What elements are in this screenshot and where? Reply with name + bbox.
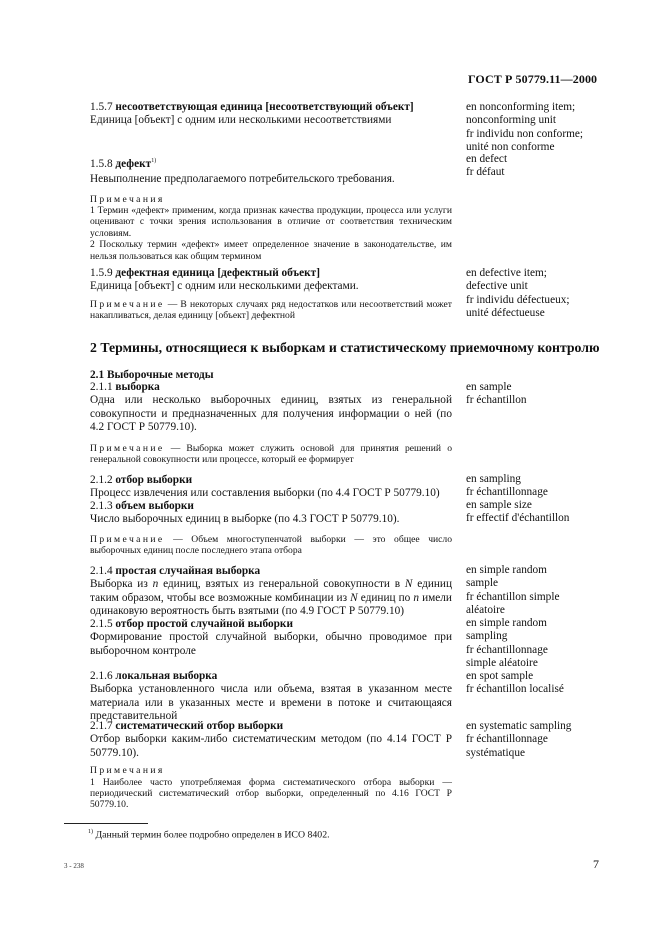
equivalent-term: en simple random (466, 564, 547, 576)
equivalent-term: systématique (466, 746, 525, 759)
entry-number: 2.1.4 (90, 565, 113, 577)
equivalent-term: fr échantillonnage (466, 733, 548, 746)
entry-1-5-9 (90, 267, 452, 322)
entry-term: отбор простой случайной выборки (115, 618, 293, 630)
entry-number: 2.1.2 (90, 474, 113, 486)
entry-term: дефект (115, 157, 152, 170)
equivalent-term: en sampling (466, 473, 521, 485)
note-heading: Примечания (90, 193, 165, 205)
equivalent-term: nonconforming unit (466, 114, 557, 127)
entry-number: 2.1.3 (90, 500, 113, 512)
equivalents-1-5-7 (466, 101, 583, 154)
entry-2-1-4 (90, 565, 452, 619)
document-header: ГОСТ Р 50779.11—2000 (468, 72, 598, 86)
equivalent-term: sampling (466, 630, 508, 643)
entry-number: 1.5.8 (90, 157, 113, 170)
subsection-heading: 2.1 Выборочные методы (90, 369, 214, 381)
note-label: Примечание (90, 533, 165, 545)
note-text: — В некоторых случаях ряд недостатков или несоответствий может накапливаться, делая единицу [объект] дефектной (90, 298, 452, 322)
entry-1-5-8 (90, 155, 452, 262)
entry-definition: Единица [объект] с одним или несколькими дефектами. (90, 280, 359, 293)
entry-definition: Единица [объект] с одним или несколькими несоответствиями (90, 114, 392, 127)
entry-number: 2.1.7 (90, 720, 113, 732)
equivalents-1-5-9 (466, 267, 570, 320)
equivalent-term: fr échantillonnage (466, 486, 548, 499)
entry-definition: Процесс извлечения или составления выборки (по 4.4 ГОСТ Р 50779.10) (90, 487, 440, 500)
footnote-text: Данный термин более подробно определен в ИСО 8402. (95, 829, 330, 841)
entry-definition: Формирование простой случайной выборки, обычно проводимое при выборочном контроле (90, 631, 452, 657)
equivalents-2-1-5 (466, 617, 548, 670)
entry-term: отбор выборки (115, 474, 193, 486)
note-text: 1 Термин «дефект» применим, когда признак качества продукции, процесса или услуги оценивают с точки зрения использования в отличие от соответствия техническим условиям. (90, 204, 452, 239)
equivalent-term: en defect (466, 153, 508, 165)
note-text: — Объем многоступенчатой выборки — это общее число выборочных единиц после последнего этапа отбора (90, 533, 452, 557)
footnote (88, 829, 330, 840)
print-code: 3 - 238 (64, 862, 84, 870)
entry-2-1-5 (90, 618, 452, 658)
entry-definition: Одна или несколько выборочных единиц, взятых из генеральной совокупности и предназначенных для получения информации о ней (по 4.2 ГОСТ Р 50779.10). (90, 394, 452, 434)
entry-1-5-7 (90, 101, 452, 128)
entry-number: 2.1.1 (90, 381, 113, 393)
entry-definition: Невыполнение предполагаемого потребительского требования. (90, 173, 395, 186)
footnote-divider (64, 823, 148, 824)
equivalent-term: unité non conforme (466, 140, 555, 153)
entry-definition: Выборка из n единиц, взятых из генеральной совокупности в N единиц таким образом, чтобы все возможные комбинации из N единиц по n имели одинаковую вероятность быть взятыми (по 4.9 ГОСТ Р 50779.10) (90, 578, 452, 618)
equivalent-term: en sample size (466, 499, 532, 511)
entry-2-1-2 (90, 474, 452, 501)
note-text: — Выборка может служить основой для принятия решений о генеральной совокупности или процессе, который ее формирует (90, 442, 452, 466)
equivalents-2-1-6 (466, 670, 564, 697)
entry-term: несоответствующая единица [несоответствующий объект] (115, 101, 414, 113)
equivalents-1-5-8 (466, 153, 507, 180)
footnote-ref: 1) (151, 158, 157, 164)
entry-term: объем выборки (115, 500, 194, 512)
section-heading: 2 Термины, относящиеся к выборкам и статистическому приемочному контролю (90, 340, 600, 355)
entry-term: локальная выборка (115, 670, 218, 682)
equivalent-term: defective unit (466, 280, 528, 293)
equivalent-term: en systematic sampling (466, 720, 572, 732)
entry-2-1-7 (90, 720, 452, 811)
equivalents-2-1-7 (466, 720, 571, 760)
equivalent-term: en defective item; (466, 267, 547, 279)
equivalent-term: en sample (466, 381, 512, 393)
equivalents-2-1-1 (466, 381, 527, 408)
note-text: 2 Поскольку термин «дефект» имеет определенное значение в законодательстве, им нельзя пользоваться как общим термином (90, 239, 452, 262)
equivalent-term: fr individu non conforme; (466, 127, 584, 140)
entry-number: 1.5.9 (90, 267, 113, 279)
equivalent-term: en simple random (466, 617, 547, 629)
note-heading: Примечания (90, 765, 165, 777)
entry-2-1-1 (90, 381, 452, 465)
equivalent-term: aléatoire (466, 603, 505, 616)
equivalent-term: fr échantillon (466, 394, 527, 407)
equivalents-2-1-2 (466, 473, 548, 500)
equivalents-2-1-3 (466, 499, 569, 526)
equivalent-term: fr effectif d'échantillon (466, 512, 570, 525)
note-label: Примечание (90, 298, 165, 310)
equivalent-term: fr défaut (466, 166, 505, 179)
entry-term: дефектная единица [дефектный объект] (115, 267, 320, 279)
equivalent-term: en spot sample (466, 670, 534, 682)
entry-definition: Выборка установленного числа или объема, взятая в указанном месте материала или в указанных месте и времени в потоке и считающаяся представительной (90, 683, 452, 723)
entry-definition: Число выборочных единиц в выборке (по 4.3 ГОСТ Р 50779.10). (90, 513, 400, 526)
equivalent-term: en nonconforming item; (466, 101, 576, 113)
equivalent-term: fr échantillon simple (466, 590, 560, 603)
entry-2-1-3 (90, 500, 452, 557)
entry-number: 2.1.5 (90, 618, 113, 630)
entry-term: выборка (115, 381, 160, 393)
equivalent-term: unité défectueuse (466, 306, 545, 319)
page-number: 7 (593, 857, 599, 871)
entry-definition: Отбор выборки каким-либо систематическим методом (по 4.14 ГОСТ Р 50779.10). (90, 733, 452, 759)
equivalent-term: fr échantillon localisé (466, 683, 564, 696)
equivalent-term: fr échantillonnage (466, 643, 548, 656)
entry-number: 2.1.6 (90, 670, 113, 682)
note-label: Примечание (90, 442, 165, 454)
entry-2-1-6 (90, 670, 452, 724)
equivalent-term: simple aléatoire (466, 656, 538, 669)
entry-term: простая случайная выборка (115, 565, 261, 577)
footnote-marker: 1) (88, 829, 93, 835)
equivalent-term: fr individu défectueux; (466, 293, 570, 306)
entry-term: систематический отбор выборки (115, 720, 284, 732)
equivalent-term: sample (466, 577, 498, 590)
entry-number: 1.5.7 (90, 101, 113, 113)
equivalents-2-1-4 (466, 564, 560, 617)
note-text: 1 Наиболее часто употребляемая форма систематического отбора выборки — периодический систематический отбор выборки, определенный по 4.16 ГОСТ Р 50779.10. (90, 776, 452, 811)
